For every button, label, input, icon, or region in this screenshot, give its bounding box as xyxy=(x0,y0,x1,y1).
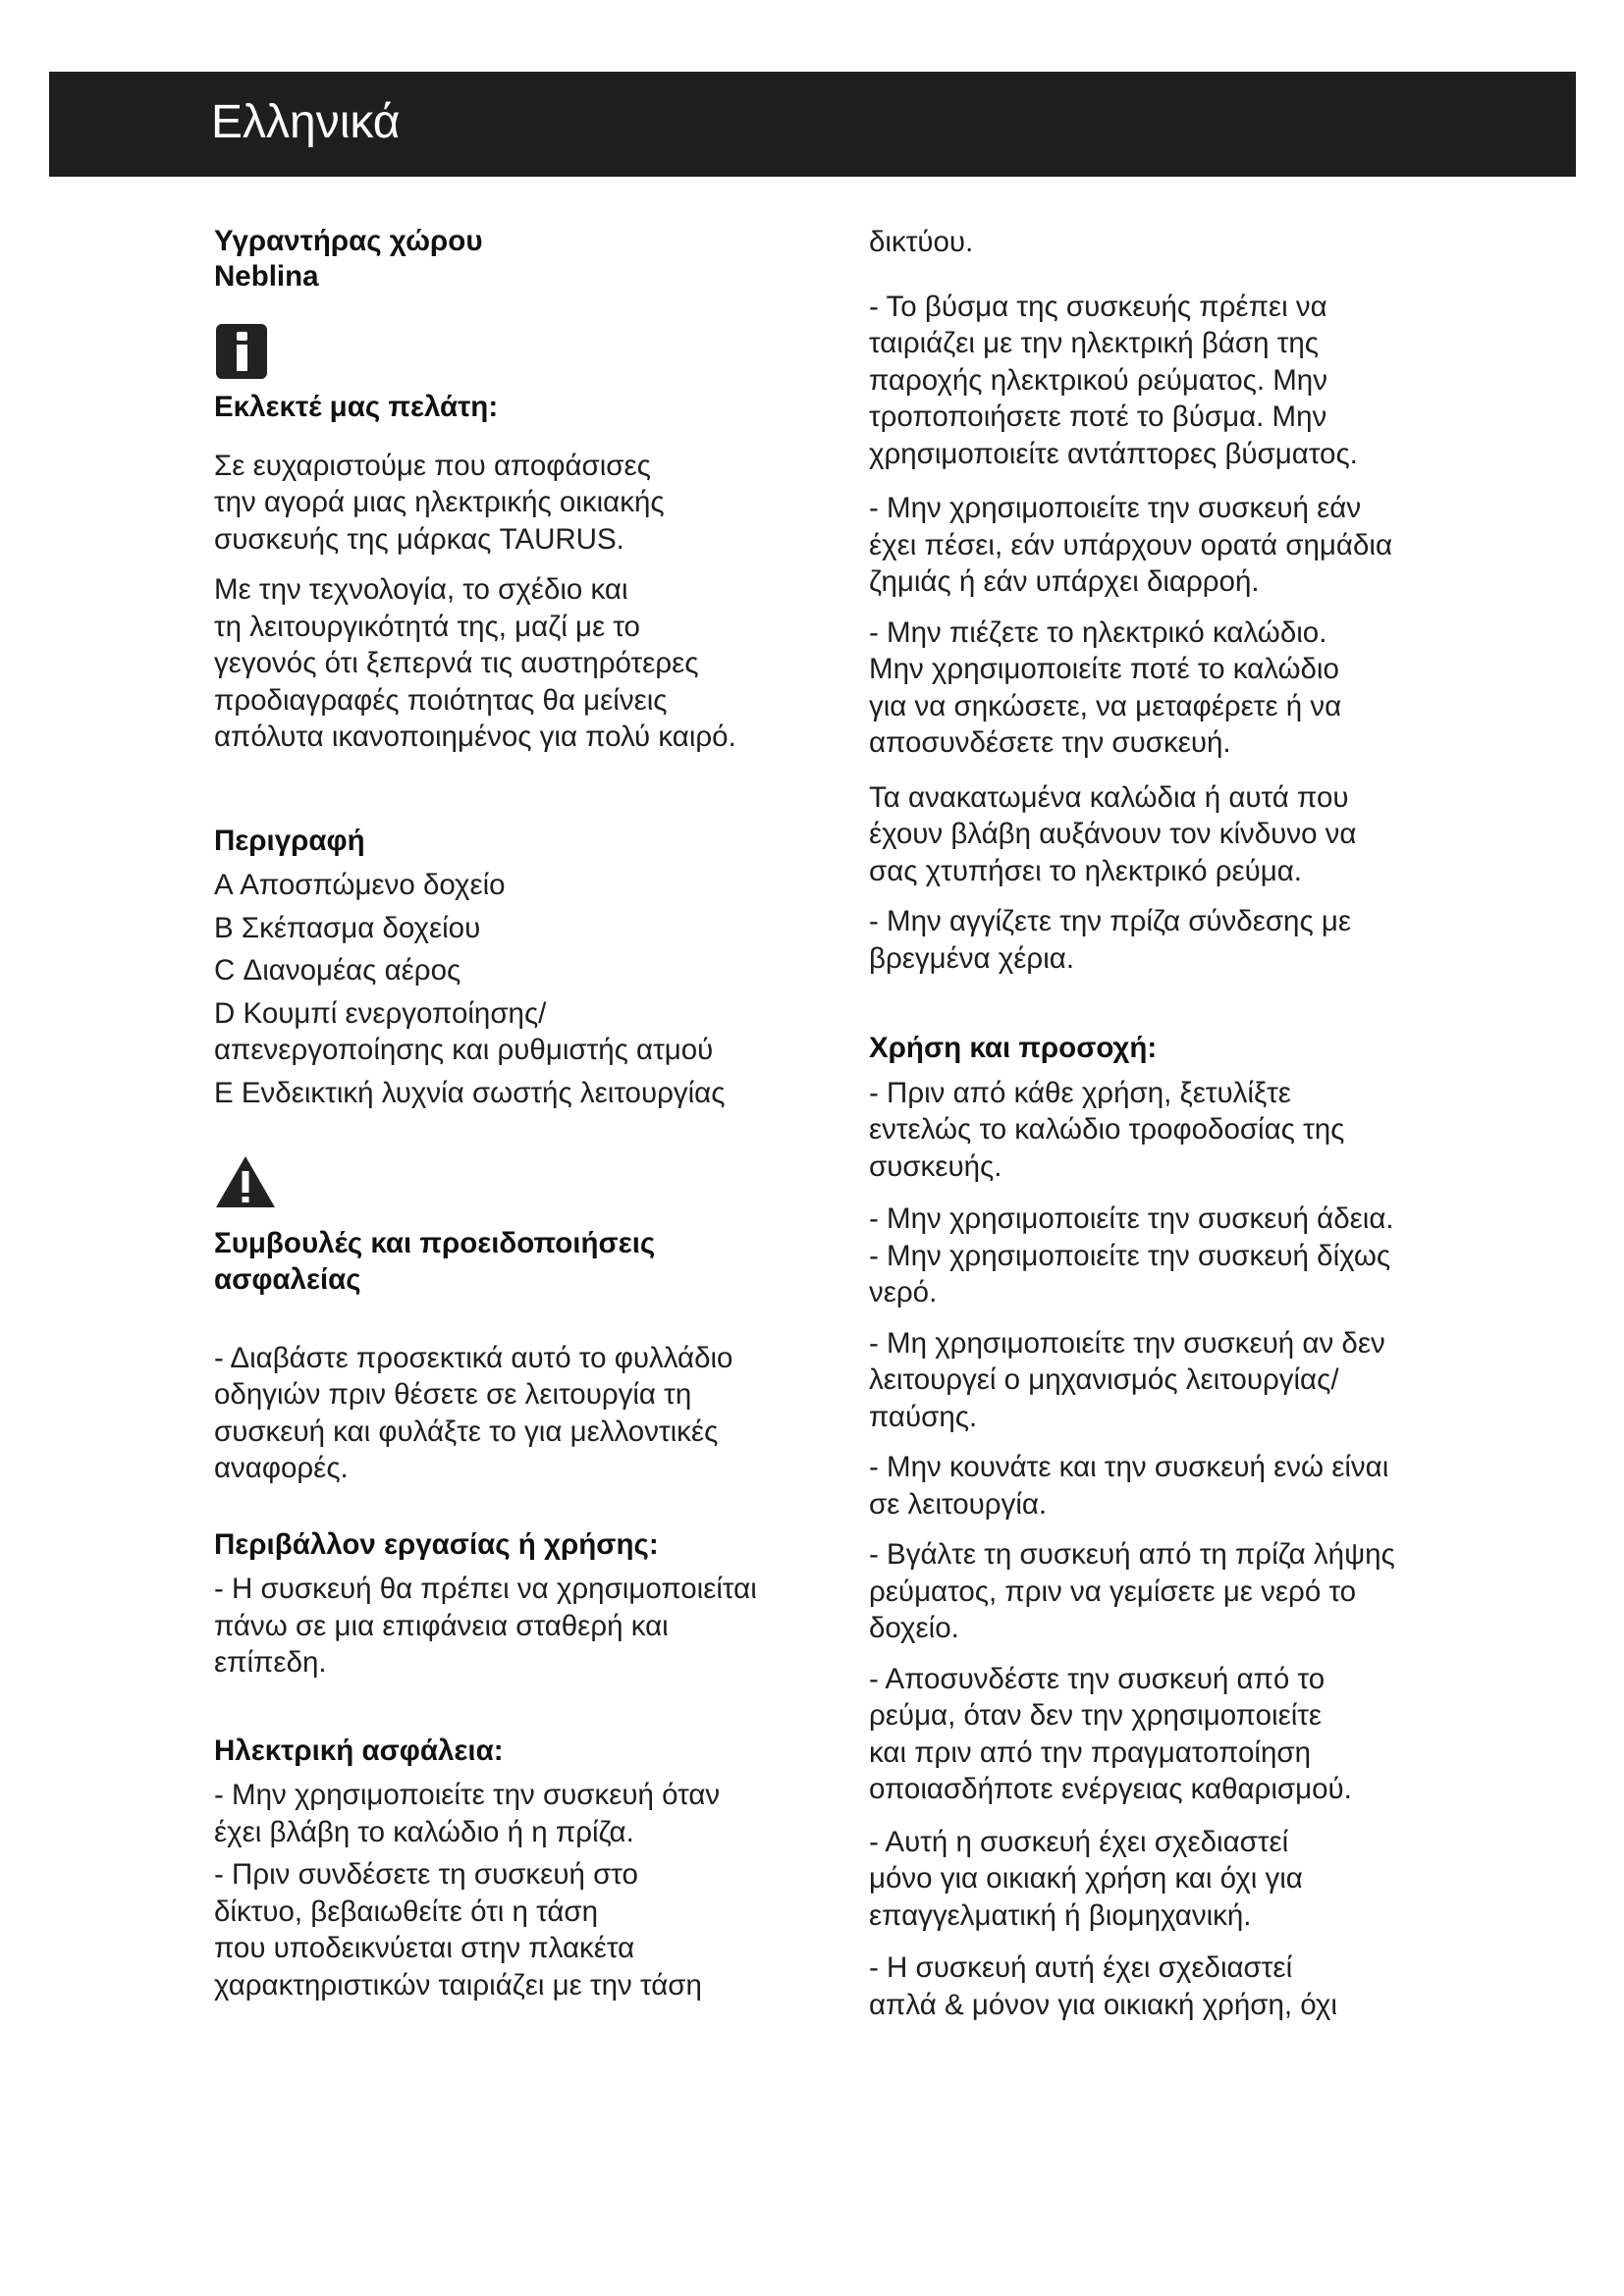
plug-paragraph: - Το βύσμα της συσκευής πρέπει να ταιριάζει με την ηλεκτρική βάση της παροχής ηλεκτρικού ρεύματος. Μην τροποποιήσετε ποτέ το βύσμα. Μην χρησιμοποιείτε αντάπτορες βύσματος. xyxy=(869,290,1358,470)
environment-paragraph: - Η συσκευή θα πρέπει να χρησιμοποιείται πάνω σε μια επιφάνεια σταθερή και επίπεδη. xyxy=(214,1573,757,1679)
environment-heading: Περιβάλλον εργασίας ή χρήσης: xyxy=(214,1527,659,1561)
use-item-5: - Μην κουνάτε και την συσκευή ενώ είναι σε λειτουργία. xyxy=(869,1451,1389,1521)
language-header-bar xyxy=(49,72,1576,177)
language-title: Ελληνικά xyxy=(211,96,401,148)
product-model: Neblina xyxy=(214,260,319,293)
electrical-paragraph-1: - Μην χρησιμοποιείτε την συσκευή όταν έχει βλάβη το καλώδιο ή η πρίζα. xyxy=(214,1779,721,1848)
description-item-d: D Κουμπί ενεργοποίησης/ απενεργοποίησης και ρυθμιστής ατμού xyxy=(214,996,714,1066)
description-heading: Περιγραφή xyxy=(214,824,365,857)
safety-paragraph: - Διαβάστε προσεκτικά αυτό το φυλλάδιο οδηγιών πριν θέσετε σε λειτουργία τη συσκευή και φυλάξτε το για μελλοντικές αναφορές. xyxy=(214,1341,733,1484)
warning-icon xyxy=(214,1154,277,1209)
product-title xyxy=(214,224,823,294)
continued-text: δικτύου. xyxy=(869,226,974,258)
tangled-cables-paragraph: Τα ανακατωμένα καλώδια ή αυτά που έχουν βλάβη αυξάνουν τον κίνδυνο να σας χτυπήσει το ηλεκτρικό ρεύμα. xyxy=(869,780,1357,887)
wet-hands-paragraph: - Μην αγγίζετε την πρίζα σύνδεσης με βρεγμένα χέρια. xyxy=(869,905,1352,975)
cable-paragraph: - Μην πιέζετε το ηλεκτρικό καλώδιο. Μην χρησιμοποιείτε ποτέ το καλώδιο για να σηκώσετε, να μεταφέρετε ή να αποσυνδέσετε την συσκευή. xyxy=(869,615,1342,759)
use-item-7: - Αποσυνδέστε την συσκευή από το ρεύμα, όταν δεν την χρησιμοποιείτε και πριν από την πραγματοποίηση οποιασδήποτε ενέργειας καθαρισμού. xyxy=(869,1662,1352,1805)
description-item-a: A Αποσπώμενο δοχείο xyxy=(214,869,506,901)
use-item-9: - Η συσκευή αυτή έχει σχεδιαστεί απλά & μόνον για οικιακή χρήση, όχι xyxy=(869,1951,1337,2021)
use-item-4: - Μη χρησιμοποιείτε την συσκευή αν δεν λειτουργεί ο μηχανισμός λειτουργίας/ παύσης. xyxy=(869,1326,1385,1433)
use-item-3: - Μην χρησιμοποιείτε την συσκευή δίχως νερό. xyxy=(869,1239,1391,1308)
left-column xyxy=(214,224,823,2003)
electrical-heading: Ηλεκτρική ασφάλεια: xyxy=(214,1734,504,1767)
right-column xyxy=(869,224,1478,2023)
use-item-1: - Πριν από κάθε χρήση, ξετυλίξτε εντελώς το καλώδιο τροφοδοσίας της συσκευής. xyxy=(869,1076,1345,1183)
description-item-c: C Διανομέας αέρος xyxy=(214,954,461,987)
use-item-8: - Αυτή η συσκευή έχει σχεδιαστεί μόνο για οικιακή χρήση και όχι για επαγγελματική ή βιομηχανική. xyxy=(869,1825,1303,1932)
use-care-heading: Χρήση και προσοχή: xyxy=(869,1032,1158,1064)
damage-paragraph: - Μην χρησιμοποιείτε την συσκευή εάν έχει πέσει, εάν υπάρχουν ορατά σημάδια ζημιάς ή εάν υπάρχει διαρροή. xyxy=(869,492,1393,598)
description-item-b: B Σκέπασμα δοχείου xyxy=(214,911,481,944)
electrical-paragraph-2: - Πριν συνδέσετε τη συσκευή στο δίκτυο, βεβαιωθείτε ότι η τάση που υποδεικνύεται στην πλακέτα χαρακτηριστικών ταιριάζει με την τάση xyxy=(214,1858,702,2002)
use-item-6: - Βγάλτε τη συσκευή από τη πρίζα λήψης ρεύματος, πριν να γεμίσετε με νερό το δοχείο. xyxy=(869,1538,1395,1644)
intro-paragraph-2: Με την τεχνολογία, το σχέδιο και τη λειτουργικότητά της, μαζί με το γεγονός ότι ξεπερνά τις αυστηρότερες προδιαγραφές ποιότητας θα μείνεις απόλυτα ικανοποιημένος για πολύ καιρό. xyxy=(214,573,736,753)
use-item-2: - Μην χρησιμοποιείτε την συσκευή άδεια. xyxy=(869,1202,1394,1235)
description-item-e: E Ενδεικτική λυχνία σωστής λειτουργίας xyxy=(214,1076,726,1109)
product-title-line: Υγραντήρας χώρου xyxy=(214,225,483,257)
intro-paragraph-1: Σε ευχαριστούμε που αποφάσισες την αγορά μιας ηλεκτρικής οικιακής συσκευής της μάρκας TAURUS. xyxy=(214,449,665,556)
customer-heading: Εκλεκτέ μας πελάτη: xyxy=(214,391,499,423)
info-icon xyxy=(216,324,267,379)
safety-heading: Συμβουλές και προειδοποιήσεις ασφαλείας xyxy=(214,1226,656,1296)
